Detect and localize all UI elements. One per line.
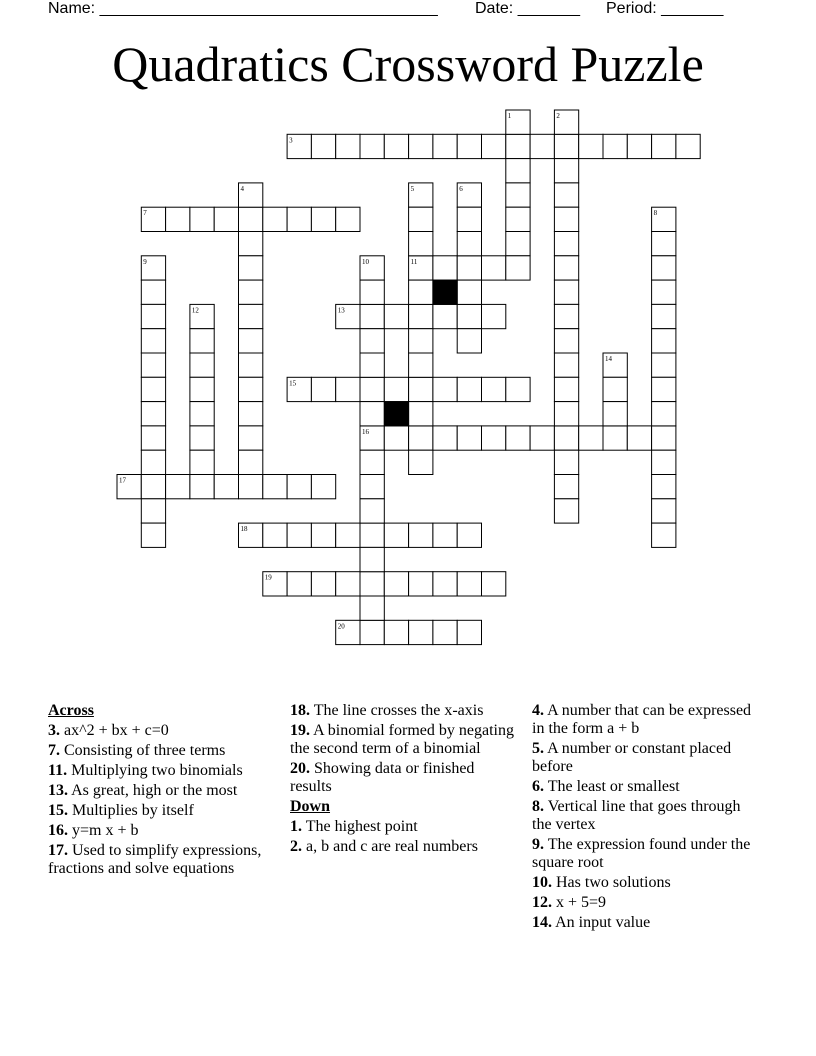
grid-cell[interactable] [360,523,384,547]
grid-cell[interactable] [360,280,384,304]
grid-cell[interactable] [141,523,165,547]
grid-cell[interactable] [482,426,506,450]
grid-cell[interactable] [166,475,190,499]
clue-across-15: 15. Multiplies by itself [48,802,194,819]
grid-cell[interactable] [360,475,384,499]
grid-cell[interactable] [311,475,335,499]
grid-cell[interactable] [360,304,384,328]
grid-cell[interactable] [360,353,384,377]
grid-cell[interactable] [554,134,578,158]
clue-down-6: 6. The least or smallest [532,778,680,795]
clue-down-10: 10. Has two solutions [532,874,671,891]
cell-number: 11 [410,257,418,266]
grid-cell[interactable] [190,475,214,499]
grid-cell[interactable] [652,450,676,474]
clue-across-18: 18. The line crosses the x-axis [290,702,484,719]
grid-cell[interactable] [141,304,165,328]
grid-cell[interactable] [336,377,360,401]
grid-cell[interactable] [360,547,384,571]
grid-cell[interactable] [141,377,165,401]
grid-cell[interactable] [263,475,287,499]
grid-cell[interactable] [457,426,481,450]
clue-across-19: 19. A binomial formed by negating the second term of a binomial [290,722,514,757]
clue-across-16: 16. y=m x + b [48,822,139,839]
grid-cell[interactable] [190,402,214,426]
grid-cell[interactable] [652,134,676,158]
grid-cell[interactable] [214,475,238,499]
grid-cell[interactable] [287,475,311,499]
clues-column-2 [290,702,516,858]
grid-cell[interactable] [409,304,433,328]
grid-cell[interactable] [239,426,263,450]
grid-cell[interactable] [141,402,165,426]
grid-cell[interactable] [360,596,384,620]
grid-cell[interactable] [214,207,238,231]
grid-cell[interactable] [554,377,578,401]
grid-cell[interactable] [384,620,408,644]
grid-cell[interactable] [457,377,481,401]
grid-cell[interactable] [433,304,457,328]
black-block [433,280,457,304]
grid-cell[interactable] [554,329,578,353]
grid-cell[interactable] [652,232,676,256]
grid-cell[interactable] [141,280,165,304]
grid-cell[interactable] [457,256,481,280]
grid-cell[interactable] [141,426,165,450]
grid-cell[interactable] [652,377,676,401]
grid-cell[interactable] [409,207,433,231]
grid-cell[interactable] [603,402,627,426]
grid-cell[interactable] [360,450,384,474]
grid-cell[interactable] [409,280,433,304]
grid-cell[interactable] [433,134,457,158]
cell-number: 14 [605,355,612,363]
grid-cell[interactable] [384,523,408,547]
grid-cell[interactable] [360,572,384,596]
grid-cell[interactable] [554,183,578,207]
grid-cell[interactable] [506,134,530,158]
cell-number: 13 [337,306,345,315]
grid-cell[interactable] [457,523,481,547]
grid-cell[interactable] [506,426,530,450]
grid-cell[interactable] [676,134,700,158]
cell-number: 1 [507,112,512,120]
grid-cell[interactable] [506,256,530,280]
grid-cell[interactable] [627,426,651,450]
clue-across-3: 3. ax^2 + bx + c=0 [48,722,169,739]
grid-cell[interactable] [433,426,457,450]
grid-cell[interactable] [311,572,335,596]
cell-number: 12 [191,306,199,315]
grid-cell[interactable] [457,134,481,158]
cell-number: 8 [653,209,658,218]
grid-cell[interactable] [409,134,433,158]
grid-cell[interactable] [336,523,360,547]
grid-cell[interactable] [554,475,578,499]
grid-cell[interactable] [360,329,384,353]
grid-cell[interactable] [652,475,676,499]
grid-cell[interactable] [652,353,676,377]
grid-cell[interactable] [603,377,627,401]
grid-cell[interactable] [652,426,676,450]
grid-cell[interactable] [190,207,214,231]
grid-cell[interactable] [384,304,408,328]
grid-cell[interactable] [409,572,433,596]
grid-cell[interactable] [360,402,384,426]
grid-cell[interactable] [360,134,384,158]
grid-cell[interactable] [239,256,263,280]
grid-cell[interactable] [652,280,676,304]
page-title: Quadratics Crossword Puzzle [112,36,704,92]
grid-cell[interactable] [652,523,676,547]
grid-cell[interactable] [457,620,481,644]
grid-cell[interactable] [530,134,554,158]
grid-cell[interactable] [336,572,360,596]
grid-cell[interactable] [409,377,433,401]
period-field[interactable]: Period: _______ [606,0,724,17]
clue-down-1: 1. The highest point [290,818,418,835]
grid-cell[interactable] [190,426,214,450]
grid-cell[interactable] [506,232,530,256]
grid-cell[interactable] [190,329,214,353]
grid-cell[interactable] [360,620,384,644]
clue-across-7: 7. Consisting of three terms [48,742,226,759]
grid-cell[interactable] [263,523,287,547]
grid-cell[interactable] [603,426,627,450]
grid-cell[interactable] [336,134,360,158]
grid-cell[interactable] [554,304,578,328]
grid-cell[interactable] [360,377,384,401]
grid-cell[interactable] [433,620,457,644]
grid-cell[interactable] [141,329,165,353]
grid-cell[interactable] [336,207,360,231]
grid-cell[interactable] [239,353,263,377]
grid-cell[interactable] [457,572,481,596]
grid-cell[interactable] [554,426,578,450]
grid-cell[interactable] [141,475,165,499]
grid-cell[interactable] [384,134,408,158]
grid-cell[interactable] [409,620,433,644]
clues-column-1 [48,702,270,880]
grid-cell[interactable] [239,207,263,231]
grid-cell[interactable] [409,232,433,256]
grid-cell[interactable] [482,304,506,328]
name-field[interactable]: Name: ______________________________________ [48,0,438,17]
grid-cell[interactable] [554,280,578,304]
grid-cell[interactable] [482,134,506,158]
grid-cell[interactable] [457,329,481,353]
grid-cell[interactable] [530,426,554,450]
clue-down-8: 8. Vertical line that goes through the vertex [532,798,741,833]
grid-cell[interactable] [239,232,263,256]
grid-cell[interactable] [409,426,433,450]
cell-number: 15 [289,379,297,388]
clue-down-14: 14. An input value [532,914,651,931]
grid-cell[interactable] [554,450,578,474]
grid-cell[interactable] [409,450,433,474]
grid-cell[interactable] [239,329,263,353]
grid-cell[interactable] [239,450,263,474]
grid-cell[interactable] [457,232,481,256]
grid-cell[interactable] [482,256,506,280]
clue-down-5: 5. A number or constant placed before [532,740,732,775]
clue-down-2: 2. a, b and c are real numbers [290,838,478,855]
grid-cell[interactable] [384,572,408,596]
grid-cell[interactable] [263,207,287,231]
grid-cell[interactable] [239,475,263,499]
grid-cell[interactable] [506,159,530,183]
clue-across-13: 13. As great, high or the most [48,782,238,799]
cell-number: 20 [337,622,345,631]
grid-cell[interactable] [506,207,530,231]
cell-number: 19 [264,573,272,582]
cell-number: 18 [240,525,248,534]
down-heading: Down [290,798,331,815]
grid-cell[interactable] [579,134,603,158]
grid-cell[interactable] [360,499,384,523]
grid-cell[interactable] [190,450,214,474]
grid-cell[interactable] [652,304,676,328]
grid-cell[interactable] [603,134,627,158]
grid-cell[interactable] [652,499,676,523]
grid-cell[interactable] [482,377,506,401]
grid-cell[interactable] [433,523,457,547]
grid-cell[interactable] [190,377,214,401]
clue-down-9: 9. The expression found under the square root [532,836,751,871]
cell-number: 6 [459,184,463,193]
grid-cell[interactable] [554,207,578,231]
grid-cell[interactable] [482,572,506,596]
grid-cell[interactable] [652,402,676,426]
grid-cell[interactable] [457,304,481,328]
grid-cell[interactable] [652,256,676,280]
grid-cell[interactable] [311,207,335,231]
clue-down-4: 4. A number that can be expressed in the form a + b [532,702,752,737]
grid-cell[interactable] [652,329,676,353]
grid-cell[interactable] [239,377,263,401]
grid-cell[interactable] [311,377,335,401]
grid-cell[interactable] [141,450,165,474]
grid-cell[interactable] [554,232,578,256]
grid-cell[interactable] [287,572,311,596]
cell-number: 5 [410,184,415,193]
clue-across-11: 11. Multiplying two binomials [48,762,243,779]
grid-cell[interactable] [506,183,530,207]
grid-cell[interactable] [239,304,263,328]
grid-cell[interactable] [554,159,578,183]
grid-cell[interactable] [433,572,457,596]
grid-cell[interactable] [554,402,578,426]
grid-cell[interactable] [190,353,214,377]
clue-down-12: 12. x + 5=9 [532,894,607,911]
cell-number: 16 [362,427,369,436]
grid-cell[interactable] [287,207,311,231]
clue-across-17: 17. Used to simplify expressions, fractions and solve equations [48,842,262,877]
cell-number: 2 [556,112,560,120]
grid-cell[interactable] [457,207,481,231]
grid-cell[interactable] [311,134,335,158]
cell-number: 7 [143,209,147,218]
grid-cell[interactable] [409,353,433,377]
grid-cell[interactable] [433,377,457,401]
grid-cell[interactable] [141,499,165,523]
grid-cell[interactable] [409,523,433,547]
grid-cell[interactable] [554,499,578,523]
across-heading: Across [48,702,94,719]
cell-number: 10 [362,257,369,266]
grid-cell[interactable] [409,329,433,353]
cell-number: 4 [240,184,244,193]
cell-number: 9 [143,257,147,266]
grid-cell[interactable] [239,402,263,426]
black-block [384,402,408,426]
grid-cell[interactable] [311,523,335,547]
grid-cell[interactable] [287,523,311,547]
cell-number: 17 [119,476,126,485]
grid-cell[interactable] [166,207,190,231]
grid-cell[interactable] [457,280,481,304]
grid-cell[interactable] [554,256,578,280]
grid-cell[interactable] [433,256,457,280]
date-field[interactable]: Date: _______ [475,0,580,17]
grid-cell[interactable] [627,134,651,158]
grid-cell[interactable] [141,353,165,377]
clues-column-3 [532,702,754,934]
grid-cell[interactable] [384,377,408,401]
grid-cell[interactable] [239,280,263,304]
cell-number: 3 [289,136,293,145]
grid-cell[interactable] [409,402,433,426]
grid-cell[interactable] [384,426,408,450]
clue-across-20: 20. Showing data or finished results [290,760,475,795]
grid-cell[interactable] [579,426,603,450]
grid-cell[interactable] [506,377,530,401]
grid-cell[interactable] [554,353,578,377]
